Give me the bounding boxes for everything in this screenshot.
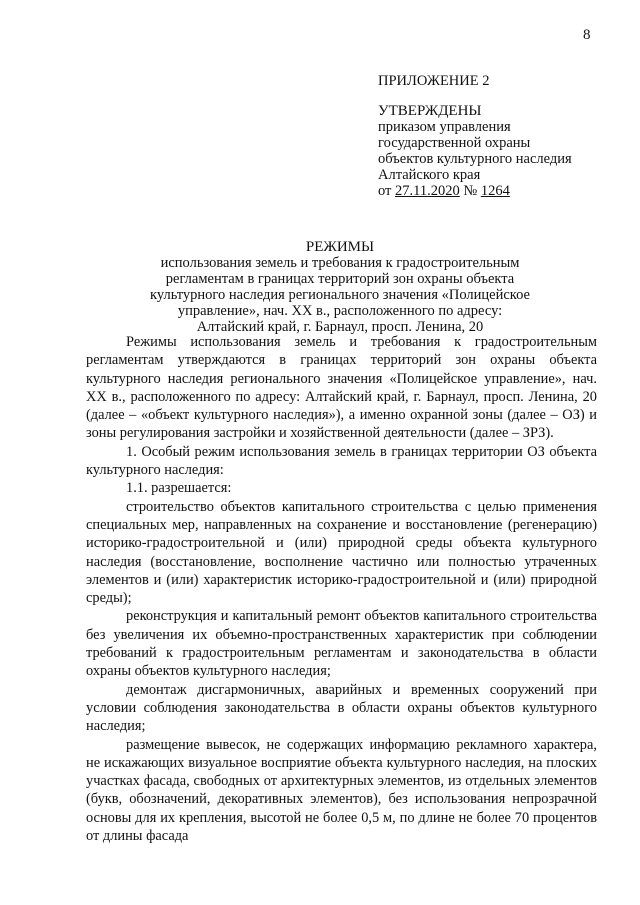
paragraph: 1.1. разрешается: [126, 480, 232, 497]
order-prefix: от [378, 183, 396, 199]
order-date: 27.11.2020 [395, 183, 460, 199]
order-number: 1264 [480, 183, 510, 199]
approval-line: Алтайского края [378, 167, 481, 183]
title-line: управление», нач. XX в., расположенного по адресу: [177, 303, 503, 319]
approval-line: объектов культурного наследия [378, 151, 572, 167]
paragraph: реконструкция и капитальный ремонт объектов капитального строительства без увеличения их объемно-пространственных характеристик при соблюдении требований к градостроительным регламентам и законодательства в области охраны объектов культурного наследия; [86, 608, 597, 680]
approval-line: приказом управления [378, 119, 511, 135]
paragraph: размещение вывесок, не содержащих информацию рекламного характера, не искажающих визуальное восприятие объекта культурного наследия, на плоских участках фасада, свободных от архитектурных элементов, из отдельных элементов (букв, обозначений, декоративных элементов), без использования непрозрачной основы для их крепления, высотой не более 0,5 м, по длине не более 70 процентов от длины фасада [86, 736, 597, 845]
paragraph: строительство объектов капитального строительства с целью применения специальных мер, направленных на сохранение и восстановление (регенерацию) историко-градостроительной и (или) природной среды объекта культурного наследия (восстановление, восполнение частично или полностью утраченных элементов и (или) характеристик историко-градостроительной и (или) природной среды); [86, 498, 597, 607]
title-line: использования земель и требования к градостроительным [160, 255, 520, 271]
approval-block [378, 73, 628, 199]
title-line: культурного наследия регионального значения «Полицейское [150, 287, 530, 303]
order-line [378, 183, 628, 199]
page-number: 8 [583, 27, 591, 43]
title-heading: РЕЖИМЫ [305, 239, 375, 255]
document-body [86, 333, 597, 845]
paragraph: Режимы использования земель и требования к градостроительным регламентам утверждаются в границах территорий зон охраны объекта культурного наследия регионального значения «Полицейское управление», нач. XX в., расположенного по адресу: Алтайский край, г. Барнаул, просп. Ленина, 20 (далее – «объект культурного наследия»), а именно охранной зоны (далее – ОЗ) и зоны регулирования застройки и хозяйственной деятельности (далее – ЗРЗ). [86, 334, 597, 442]
document-title [80, 239, 600, 335]
approval-line: государственной охраны [378, 135, 531, 151]
paragraph: 1. Особый режим использования земель в границах территории ОЗ объекта культурного наследия: [86, 443, 597, 479]
appendix-label: ПРИЛОЖЕНИЕ 2 [378, 73, 490, 89]
title-line: Алтайский край, г. Барнаул, просп. Ленина, 20 [196, 319, 484, 335]
title-line: регламентам в границах территорий зон охраны объекта [165, 271, 515, 287]
paragraph: демонтаж дисгармоничных, аварийных и временных сооружений при условии соблюдения законодательства в области охраны объектов культурного наследия; [86, 681, 597, 735]
order-number-sign: № [459, 183, 481, 199]
approved-label: УТВЕРЖДЕНЫ [378, 103, 482, 119]
